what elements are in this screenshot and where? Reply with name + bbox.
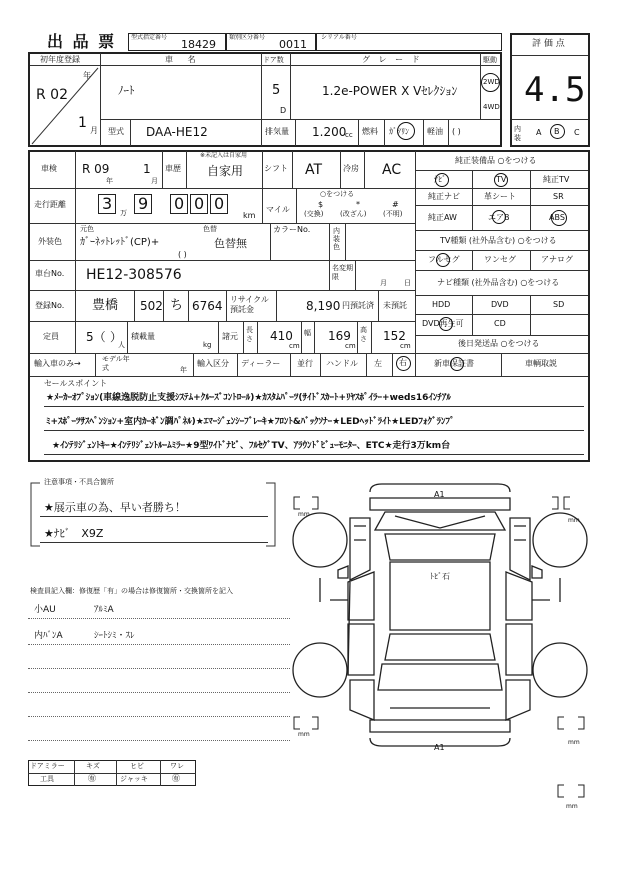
drive-2wd: 2WD xyxy=(483,78,500,86)
orig-color-label: 元色 xyxy=(80,225,94,233)
replace-color-label: 色替 xyxy=(203,225,217,233)
sales-label: セールスポイント xyxy=(44,379,108,388)
post-header: 後日発送品 ○をつける xyxy=(458,339,540,348)
score-box xyxy=(510,33,590,147)
first-reg-year-unit: 年 xyxy=(83,71,91,80)
tv-fullseg: フルセグ xyxy=(428,255,460,264)
interior-label: 内装 xyxy=(514,125,521,142)
first-reg-era: R 02 xyxy=(36,87,68,103)
sales-line-2: ﾐ+ｽﾎﾟｰﾂｻｽﾍﾟﾝｼｮﾝ+室内ｶｰﾎﾞﾝ調ﾊﾟﾈﾙ)★ｴﾏｰｼﾞｪﾝｼｰﾌﾞﾚｰｷ★ﾌﾛﾝﾄ&ﾊﾞｯｸｿﾅｰ★LEDﾍｯﾄﾞﾗｲﾄ★LEDﾌｫｸﾞﾗﾝﾌﾟ xyxy=(46,417,455,427)
inspector-2b: ｼｰﾄｼﾐ・ｽﾚ xyxy=(94,631,135,641)
height-cm: cm xyxy=(400,342,411,350)
mileage-d3: 0 xyxy=(174,194,185,213)
interior-color-label: 内装色 xyxy=(333,227,340,251)
import-label: 輸入車のみ→ xyxy=(34,359,81,368)
first-reg-label: 初年度登録 xyxy=(40,55,80,64)
equip-navi: ﾅﾋﾞ xyxy=(434,175,446,184)
model-cert-label: 型式指定番号 xyxy=(131,34,168,41)
length-label: 長さ xyxy=(246,326,253,343)
model-label: 型式 xyxy=(108,127,124,136)
legend-tools: 工具 xyxy=(40,775,54,783)
mileage-label: 走行距離 xyxy=(34,200,66,209)
navi-hdd: HDD xyxy=(432,300,451,309)
displacement-label: 排気量 xyxy=(265,127,289,136)
class-value: 0011 xyxy=(279,38,307,51)
capacity-close: ） xyxy=(110,330,123,344)
mm-spare: mm xyxy=(566,803,578,810)
mileage-d2: 9 xyxy=(138,194,149,213)
handle-right: 右 xyxy=(399,358,407,367)
orig-color-value: ｶﾞｰﾈｯﾄﾚｯﾄﾞ(CP)+ xyxy=(80,237,160,248)
score-value: 4.5 xyxy=(524,70,586,110)
name-change-label: 名変期限 xyxy=(332,264,353,281)
equipment-header: 純正装備品 ○をつける xyxy=(455,156,537,165)
mileage-km: km xyxy=(243,211,256,220)
fuel-paren: ( ) xyxy=(452,127,461,136)
model-year-label: モデル年式 xyxy=(102,355,130,372)
first-reg-month: 1 xyxy=(78,115,87,131)
width-label: 幅 xyxy=(304,329,311,337)
drive-4wd: 4WD xyxy=(483,103,500,111)
legend-jack: ジャッキ xyxy=(120,775,148,783)
width-value: 169 xyxy=(328,329,351,343)
car-name-value: ﾉｰﾄ xyxy=(118,84,135,97)
exchange-label: (交換) xyxy=(304,210,324,218)
circle-note: ○をつける xyxy=(320,190,355,198)
capacity-value: 5（ xyxy=(86,330,106,344)
reg-class: 502 xyxy=(140,299,163,313)
equip-sr: SR xyxy=(553,192,564,201)
front-bumper-mark: A1 xyxy=(434,490,445,499)
displacement-unit: cc xyxy=(345,131,353,139)
model-cert-box xyxy=(128,33,226,51)
equip-leather: 革シート xyxy=(484,192,516,201)
recycle-status: 円預託済 xyxy=(342,301,374,310)
dealer: ディーラー xyxy=(241,359,281,368)
handle-left: 左 xyxy=(374,359,382,368)
doors-label: ドア数 xyxy=(263,56,284,64)
navi-sd: SD xyxy=(553,300,565,309)
mileage-man: 万 xyxy=(120,209,127,217)
height-label: 高さ xyxy=(360,326,367,343)
equip-genuine-aw: 純正AW xyxy=(428,213,457,222)
length-value: 410 xyxy=(270,329,293,343)
cooler-value: AC xyxy=(382,162,402,178)
mm-front-right: mm xyxy=(568,517,580,524)
dims-label: 諸元 xyxy=(222,332,238,341)
equip-abs: ABS xyxy=(549,213,565,222)
interior-b: B xyxy=(554,127,560,136)
drive-label: 駆動 xyxy=(483,56,497,64)
replace-paren: ( ) xyxy=(178,250,187,259)
name-change-day: 日 xyxy=(404,279,411,287)
import-class-label: 輸入区分 xyxy=(197,359,229,368)
serial-box xyxy=(316,33,502,51)
replace-color-value: 色替無 xyxy=(214,237,247,250)
legend-crack: ヒビ xyxy=(130,762,144,770)
wheel-brackets xyxy=(290,495,590,805)
fuel-label: 燃料 xyxy=(362,127,378,136)
altered-sym: * xyxy=(356,200,360,209)
shaken-month: 1 xyxy=(143,162,151,176)
equip-airbag: エアB xyxy=(488,213,510,222)
navi-cd: CD xyxy=(494,319,506,328)
load-label: 積載量 xyxy=(131,332,155,341)
unknown-sym: # xyxy=(392,200,399,209)
not-deposited: 未預託 xyxy=(383,301,407,310)
note-line-1: ★展示車の為、早い者勝ち！ xyxy=(44,501,186,514)
doors-sub: D xyxy=(280,106,287,115)
doors-value: 5 xyxy=(272,83,281,98)
recycle-value: 8,190 xyxy=(306,299,341,313)
displacement-value: 1.200 xyxy=(312,125,347,139)
mm-front-left: mm xyxy=(298,511,310,518)
class-label: 類別区分番号 xyxy=(229,34,266,41)
navi-dvd: DVD xyxy=(491,300,509,309)
shaken-year: 年 xyxy=(106,177,113,185)
rear-bumper-mark: A1 xyxy=(434,743,445,752)
grade-value: 1.2e-POWER X Vｾﾚｸｼｮﾝ xyxy=(322,84,458,98)
mm-rear-left: mm xyxy=(298,731,310,738)
capacity-label: 定員 xyxy=(43,332,59,341)
exchange-sym: $ xyxy=(318,200,324,209)
mileage-d5: 0 xyxy=(214,194,225,213)
serial-label: シリアル番号 xyxy=(321,34,357,41)
shaken-value: R 09 xyxy=(82,162,110,176)
first-reg-month-unit: 月 xyxy=(90,126,98,135)
import-year-unit: 年 xyxy=(180,366,187,374)
equip-genuine-navi: 純正ナビ xyxy=(428,192,460,201)
color-no-label: カラーNo. xyxy=(273,225,311,234)
reg-area: 豊橋 xyxy=(92,298,119,313)
handle-label: ハンドル xyxy=(326,359,358,368)
shift-label: シフト xyxy=(264,164,288,173)
legend-door-mirror: ドアミラー xyxy=(30,762,65,770)
class-box xyxy=(226,33,316,51)
altered-label: (改ざん) xyxy=(340,210,367,218)
shaken-label: 車検 xyxy=(41,164,57,173)
legend-scratch: キズ xyxy=(86,762,100,770)
history-value: 自家用 xyxy=(207,164,244,178)
legend-break: ワレ xyxy=(170,762,184,770)
score-label: 評 価 点 xyxy=(532,39,565,49)
chassis-label: 車台No. xyxy=(35,269,65,278)
load-unit: kg xyxy=(203,341,212,349)
capacity-unit: 人 xyxy=(118,341,125,349)
tv-oneseg: ワンセグ xyxy=(484,255,516,264)
roof-mark: ﾄﾋﾞ石 xyxy=(430,572,450,581)
name-change-month: 月 xyxy=(380,279,387,287)
sales-line-1: ★ﾒｰｶｰｵﾌﾟｼｮﾝ(車線逸脱防止支援ｼｽﾃﾑ+ｸﾙｰｽﾞｺﾝﾄﾛｰﾙ)★ｶｽﾀﾑﾊﾟｰﾂ(ｻｲﾄﾞｽｶｰﾄ+ﾘﾔｽﾎﾟｲﾗｰ+weds16ｲﾝﾁｱﾙ xyxy=(46,393,451,403)
inspector-2a: 内ﾊﾞﾝA xyxy=(34,631,63,641)
tv-header: TV種類 (社外品含む) ○をつける xyxy=(440,236,557,245)
inspector-label: 検査員記入欄：修復歴「有」の場合は修復箇所・交換箇所を記入 xyxy=(30,587,233,595)
grade-label: グ レ ー ド xyxy=(362,55,423,64)
color-label: 外装色 xyxy=(38,237,62,246)
legend-jack-has: ㊒ xyxy=(172,774,180,783)
navi-dvd-play: DVD再生可 xyxy=(422,319,464,328)
width-cm: cm xyxy=(345,342,356,350)
equip-tv: TV xyxy=(496,175,507,184)
shift-value: AT xyxy=(305,162,323,178)
interior-c: C xyxy=(574,128,580,137)
fuel-gas: ｶﾞｿﾘﾝ xyxy=(389,127,409,136)
history-note: ※未記入は自家用 xyxy=(200,152,248,159)
height-value: 152 xyxy=(383,329,406,343)
model-value: DAA-HE12 xyxy=(146,125,208,139)
mileage-d4: 0 xyxy=(194,194,205,213)
unknown-label: (不明) xyxy=(383,210,403,218)
reg-number: 6764 xyxy=(192,299,223,313)
history-label: 車歴 xyxy=(165,164,181,173)
sales-line-3: ★ｲﾝﾃﾘｼﾞｪﾝﾄｷｰ★ｲﾝﾃﾘｼﾞｪﾝﾄﾙｰﾑﾐﾗｰ★9型ﾜｲﾄﾞﾅﾋﾞ、ﾌﾙｾｸﾞTV、ｱﾗｳﾝﾄﾞﾋﾞｭｰﾓﾆﾀｰ、ETC★走行3万km台 xyxy=(52,441,451,451)
inspector-1b: ｱﾙﾐA xyxy=(94,605,114,615)
navi-header: ナビ種類 (社外品含む) ○をつける xyxy=(437,278,560,287)
mm-rear-right: mm xyxy=(568,739,580,746)
notes-label: 注意事項・不具合箇所 xyxy=(44,478,114,486)
recycle-label: リサイクル預託金 xyxy=(230,295,269,314)
chassis-value: HE12-308576 xyxy=(86,267,182,283)
reg-kana: ち xyxy=(170,298,184,313)
fuel-light: 軽油 xyxy=(427,127,443,136)
mileage-d1: 3 xyxy=(102,194,113,213)
note-line-2: ★ﾅﾋﾞ X9Z xyxy=(44,527,104,540)
model-cert-value: 18429 xyxy=(181,38,216,51)
sheet-title: 出 品 票 xyxy=(47,32,117,51)
equip-genuine-tv: 純正TV xyxy=(543,175,570,184)
parallel: 並行 xyxy=(297,359,313,368)
post-warranty: 新車保証書 xyxy=(434,359,474,368)
post-manual: 車輌取説 xyxy=(525,359,557,368)
tv-analog: アナログ xyxy=(541,255,573,264)
cooler-label: 冷房 xyxy=(343,164,359,173)
shaken-month-unit: 月 xyxy=(151,177,158,185)
mile-label: マイル xyxy=(266,205,290,214)
inspector-1a: 小AU xyxy=(34,605,56,615)
registration-label: 登録No. xyxy=(35,301,65,310)
legend-tools-has: ㊒ xyxy=(88,774,96,783)
car-name-label: 車 名 xyxy=(165,55,202,64)
interior-a: A xyxy=(536,128,542,137)
length-cm: cm xyxy=(289,342,300,350)
